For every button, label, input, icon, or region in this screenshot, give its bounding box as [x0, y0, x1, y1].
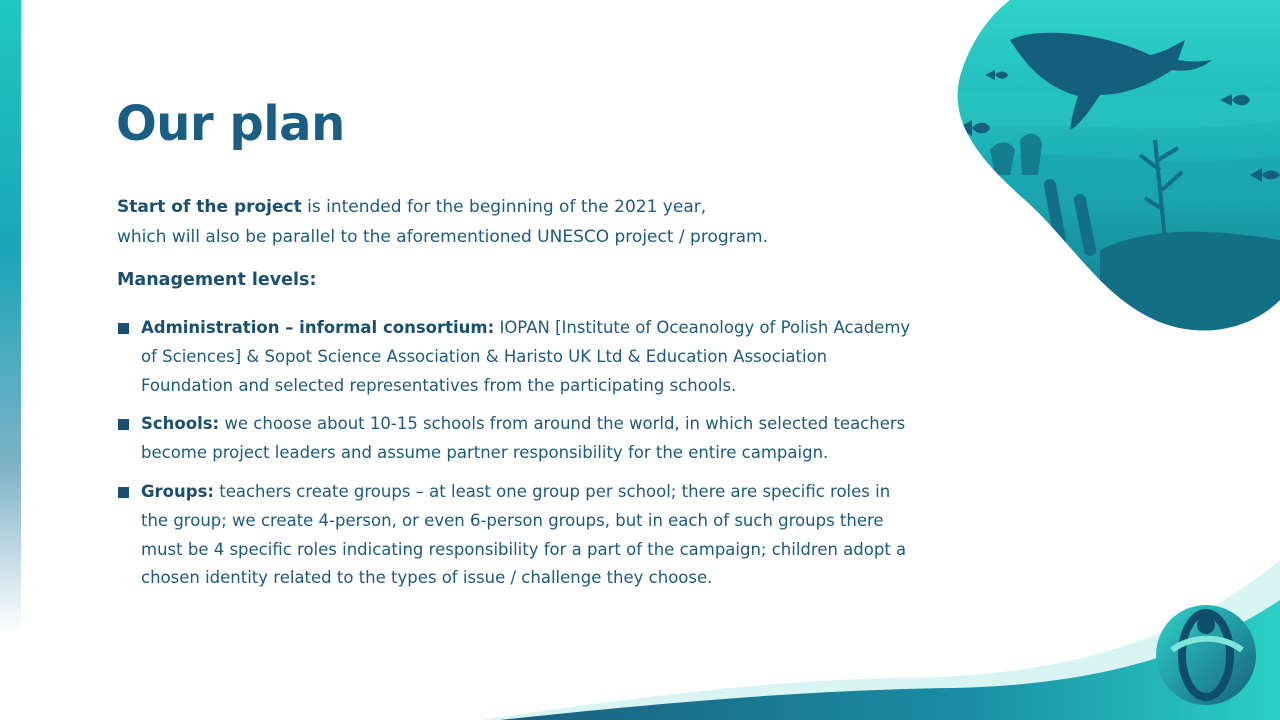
ocean-whale-illustration	[950, 0, 1280, 335]
square-bullet-icon	[118, 323, 129, 334]
page-title: Our plan	[116, 96, 345, 152]
intro-paragraph	[117, 192, 817, 252]
intro-line2: which will also be parallel to the aforementioned UNESCO project / program.	[117, 227, 769, 247]
square-bullet-icon	[118, 487, 129, 498]
level-label: Groups:	[141, 481, 214, 501]
square-bullet-icon	[118, 419, 129, 430]
intro-strong: Start of the project	[117, 197, 302, 217]
level-label: Schools:	[141, 414, 220, 434]
level-label: Administration – informal consortium:	[141, 318, 495, 337]
list-item	[117, 410, 917, 468]
intro-line1: is intended for the beginning of the 2021 year,	[301, 197, 707, 217]
management-heading: Management levels:	[117, 270, 317, 290]
level-text: teachers create groups – at least one group per school; there are specific roles in the group; we create 4-person, or even 6-person groups, but in each of such groups there must be 4 specific roles indicating responsibility for a part of the campaign; children adopt a chosen identity related to the types of issue / challenge they choose.	[141, 481, 907, 588]
list-item	[117, 314, 917, 400]
level-text: IOPAN [Institute of Oceanology of Polish Academy of Sciences] & Sopot Science Association & Haristo UK Ltd & Education Association Foundation and selected representatives from the participating schools.	[141, 318, 911, 395]
bottom-wave-decoration	[0, 560, 1280, 720]
level-text: we choose about 10-15 schools from around the world, in which selected teachers become project leaders and assume partner responsibility for the entire campaign.	[141, 414, 906, 463]
circular-logo-icon	[1152, 600, 1260, 710]
